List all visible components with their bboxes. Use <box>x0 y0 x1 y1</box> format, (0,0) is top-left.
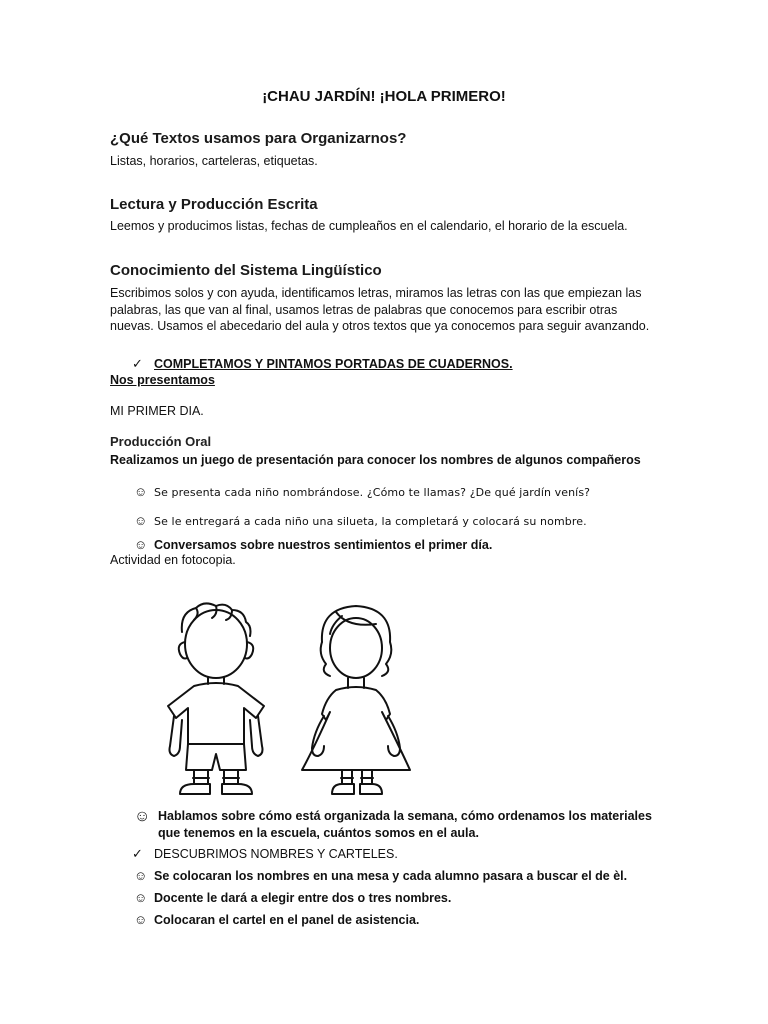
boy-outline-icon <box>168 603 264 794</box>
hablamos-text: Hablamos sobre cómo está organizada la semana, cómo ordenamos los materiales que tenemos en la escuela, cuántos somos en el aula. <box>158 809 652 840</box>
mi-primer-dia: MI PRIMER DIA. <box>110 404 204 418</box>
section2-text: Leemos y producimos listas, fechas de cumpleaños en el calendario, el horario de la escuela. <box>110 219 628 233</box>
actividad-fotocopia: Actividad en fotocopia. <box>110 553 236 567</box>
task1-line <box>132 356 513 372</box>
smiley-icon: ☺ <box>134 808 151 825</box>
produccion-oral-heading: Producción Oral <box>110 434 212 449</box>
nos-presentamos: Nos presentamos <box>110 373 215 387</box>
smiley-icon: ☺ <box>134 890 148 905</box>
section2-heading: Lectura y Producción Escrita <box>110 196 318 213</box>
list-item: ☺ Se colocaran los nombres en una mesa y cada alumno pasara a buscar el de èl. <box>134 868 628 883</box>
section3-heading: Conocimiento del Sistema Lingüístico <box>110 262 382 279</box>
list-item: ☺ Se presenta cada niño nombrándose. ¿Cómo te llamas? ¿De qué jardín venís? <box>134 484 591 499</box>
descubrimos-line: ✓ DESCUBRIMOS NOMBRES Y CARTELES. <box>132 846 398 861</box>
smiley-icon: ☺ <box>134 484 148 499</box>
section3-text: Escribimos solos y con ayuda, identificamos letras, miramos las letras con las que empiezan las palabras, las que van al final, usamos letras de palabras que conocemos para escribir otras nuevas. Usamos el abecedario del aula y otros textos que ya conocemos para seguir avanzando. <box>110 286 650 333</box>
page-title: ¡CHAU JARDÍN! ¡HOLA PRIMERO! <box>262 88 506 105</box>
smiley-icon: ☺ <box>134 537 148 552</box>
check-icon: ✓ <box>132 846 143 861</box>
list-item: ☺ Docente le dará a elegir entre dos o tres nombres. <box>134 890 452 905</box>
children-silhouette-illustration <box>160 598 428 798</box>
produccion-oral-intro: Realizamos un juego de presentación para conocer los nombres de algunos compañeros <box>110 453 641 467</box>
check-icon: ✓ <box>132 356 143 371</box>
task1-text: COMPLETAMOS Y PINTAMOS PORTADAS DE CUADERNOS. <box>154 357 513 371</box>
list-item: ☺ Se le entregará a cada niño una silueta, la completará y colocará su nombre. <box>134 513 587 528</box>
smiley-icon: ☺ <box>134 513 148 528</box>
list-item: ☺ Colocaran el cartel en el panel de asistencia. <box>134 912 420 927</box>
smiley-icon: ☺ <box>134 912 148 927</box>
smiley-icon: ☺ <box>134 868 148 883</box>
girl-outline-icon <box>302 606 410 794</box>
section1-heading: ¿Qué Textos usamos para Organizarnos? <box>110 130 407 147</box>
conversamos-line: ☺ Conversamos sobre nuestros sentimientos el primer día. <box>134 537 493 552</box>
section1-text: Listas, horarios, carteleras, etiquetas. <box>110 154 318 168</box>
